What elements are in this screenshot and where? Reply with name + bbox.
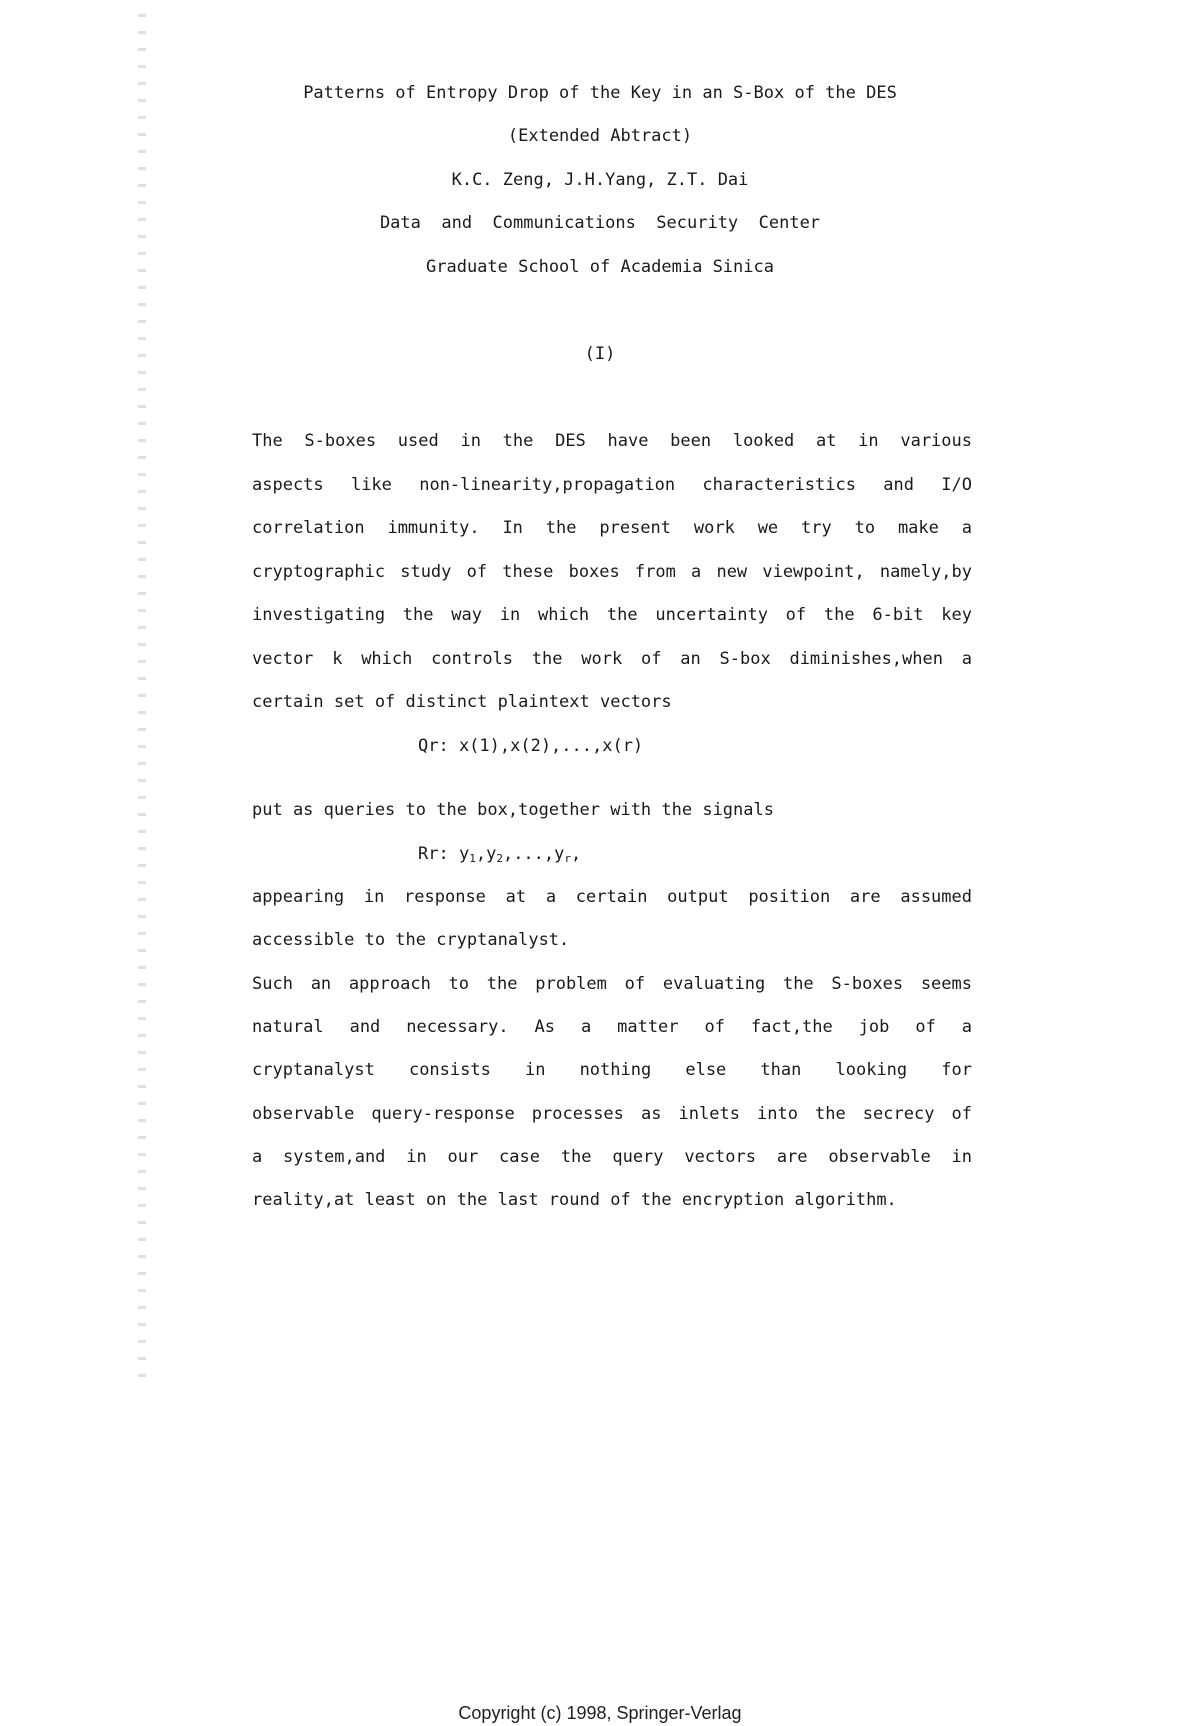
copyright-notice: Copyright (c) 1998, Springer-Verlag [458, 1703, 742, 1723]
paper-authors: K.C. Zeng, J.H.Yang, Z.T. Dai [451, 170, 749, 190]
body-line: put as queries to the box,together with the signals [252, 800, 774, 820]
formula-subscript: 1 [469, 852, 476, 865]
paper-affiliation-1: Data and Communications Security Center [379, 213, 821, 233]
formula-term: , [571, 844, 582, 864]
body-line: cryptanalyst consists in nothing else than looking for [252, 1060, 972, 1080]
formula-term: , [475, 844, 487, 864]
body-line: certain set of distinct plaintext vectors [252, 692, 672, 712]
body-line: reality,at least on the last round of the encryption algorithm. [252, 1190, 897, 1210]
body-line: Such an approach to the problem of evaluating the S-boxes seems [252, 974, 972, 994]
body-line: a system,and in our case the query vectors are observable in [252, 1147, 972, 1167]
formula-prefix: Rr: [418, 844, 459, 864]
formula-term: y [554, 844, 565, 864]
paper-affiliation-2: Graduate School of Academia Sinica [426, 257, 774, 277]
formula-subscript: 2 [496, 852, 503, 865]
paper-title: Patterns of Entropy Drop of the Key in an S-Box of the DES [303, 83, 897, 103]
formula-term: ,..., [502, 844, 555, 864]
formula-term: y [486, 844, 497, 864]
paper-subtitle: (Extended Abtract) [507, 126, 693, 146]
body-line: accessible to the cryptanalyst. [252, 930, 570, 950]
body-line: correlation immunity. In the present work we try to make a [252, 518, 972, 538]
body-line: observable query-response processes as inlets into the secrecy of [252, 1104, 972, 1124]
body-line: natural and necessary. As a matter of fact,the job of a [252, 1017, 972, 1037]
body-line: aspects like non-linearity,propagation characteristics and I/O [252, 475, 972, 495]
body-line: appearing in response at a certain output position are assumed [252, 887, 972, 907]
formula-subscript: r [564, 852, 572, 865]
formula-term: y [458, 844, 470, 864]
scan-margin-artifacts [138, 0, 146, 1390]
body-line: cryptographic study of these boxes from a new viewpoint, namely,by [252, 562, 972, 582]
formula-response-set [418, 843, 581, 870]
body-line: The S-boxes used in the DES have been looked at in various [252, 431, 972, 451]
section-number: (I) [584, 344, 616, 364]
body-line: vector k which controls the work of an S-box diminishes,when a [252, 649, 972, 669]
formula-query-set: Qr: x(1),x(2),...,x(r) [418, 736, 644, 756]
body-line: investigating the way in which the uncertainty of the 6-bit key [252, 605, 972, 625]
